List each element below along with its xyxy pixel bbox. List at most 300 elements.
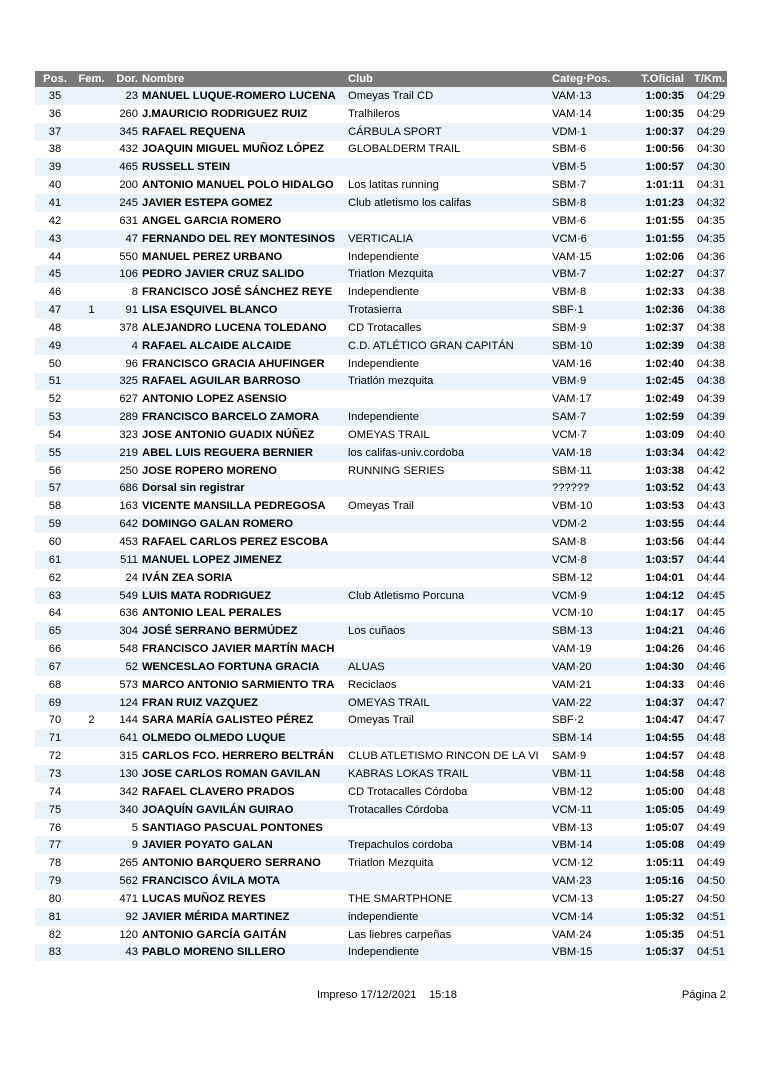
cell-name: LUIS MATA RODRIGUEZ — [140, 587, 346, 605]
cell-category: VDM·1 — [550, 123, 630, 141]
cell-name: ANGEL GARCIA ROMERO — [140, 212, 346, 230]
cell-club: independiente — [346, 908, 550, 926]
cell-category: VCM·8 — [550, 551, 630, 569]
cell-position: 40 — [35, 176, 75, 194]
table-row — [35, 141, 727, 159]
cell-position: 47 — [35, 301, 75, 319]
cell-bib: 631 — [108, 212, 140, 230]
cell-club: Omeyas Trail — [346, 497, 550, 515]
table-row — [35, 908, 727, 926]
cell-position: 60 — [35, 533, 75, 551]
results-table — [35, 71, 727, 961]
cell-female-position — [75, 604, 108, 622]
cell-category: VCM·14 — [550, 908, 630, 926]
cell-position: 72 — [35, 747, 75, 765]
cell-category: SAM·8 — [550, 533, 630, 551]
cell-name: JAVIER ESTEPA GOMEZ — [140, 194, 346, 212]
cell-female-position — [75, 926, 108, 944]
cell-name: DOMINGO GALAN ROMERO — [140, 515, 346, 533]
cell-position: 49 — [35, 337, 75, 355]
cell-official-time: 1:04:21 — [630, 622, 686, 640]
cell-pace: 04:31 — [686, 176, 727, 194]
cell-female-position — [75, 355, 108, 373]
cell-bib: 106 — [108, 265, 140, 283]
cell-club: VERTICALIA — [346, 230, 550, 248]
cell-bib: 550 — [108, 248, 140, 266]
table-row — [35, 640, 727, 658]
cell-bib: 43 — [108, 944, 140, 962]
cell-name: RAFAEL ALCAIDE ALCAIDE — [140, 337, 346, 355]
cell-female-position — [75, 944, 108, 962]
cell-category: VAM·15 — [550, 248, 630, 266]
cell-bib: 120 — [108, 926, 140, 944]
cell-bib: 323 — [108, 426, 140, 444]
cell-position: 65 — [35, 622, 75, 640]
table-row — [35, 676, 727, 694]
cell-pace: 04:43 — [686, 480, 727, 498]
cell-bib: 345 — [108, 123, 140, 141]
cell-female-position — [75, 265, 108, 283]
cell-club — [346, 819, 550, 837]
cell-name: ANTONIO LEAL PERALES — [140, 604, 346, 622]
cell-category: VCM·11 — [550, 801, 630, 819]
cell-female-position — [75, 515, 108, 533]
cell-official-time: 1:05:08 — [630, 836, 686, 854]
cell-bib: 23 — [108, 87, 140, 105]
cell-official-time: 1:00:35 — [630, 87, 686, 105]
cell-category: VAM·22 — [550, 694, 630, 712]
cell-name: ANTONIO BARQUERO SERRANO — [140, 854, 346, 872]
cell-position: 69 — [35, 694, 75, 712]
cell-category: VBM·9 — [550, 373, 630, 391]
cell-position: 68 — [35, 676, 75, 694]
cell-pace: 04:30 — [686, 141, 727, 159]
cell-official-time: 1:05:07 — [630, 819, 686, 837]
cell-pace: 04:49 — [686, 854, 727, 872]
cell-name: RAFAEL CLAVERO PRADOS — [140, 783, 346, 801]
cell-female-position — [75, 194, 108, 212]
cell-category: SBM·7 — [550, 176, 630, 194]
cell-name: JOAQUÍN GAVILÁN GUIRAO — [140, 801, 346, 819]
cell-pace: 04:50 — [686, 872, 727, 890]
cell-club — [346, 640, 550, 658]
cell-pace: 04:44 — [686, 533, 727, 551]
cell-position: 56 — [35, 462, 75, 480]
cell-bib: 642 — [108, 515, 140, 533]
cell-bib: 96 — [108, 355, 140, 373]
cell-pace: 04:35 — [686, 230, 727, 248]
cell-bib: 200 — [108, 176, 140, 194]
cell-position: 62 — [35, 569, 75, 587]
cell-club — [346, 515, 550, 533]
table-row — [35, 801, 727, 819]
table-row — [35, 551, 727, 569]
cell-bib: 24 — [108, 569, 140, 587]
cell-official-time: 1:04:26 — [630, 640, 686, 658]
cell-bib: 325 — [108, 373, 140, 391]
table-row — [35, 729, 727, 747]
cell-female-position — [75, 783, 108, 801]
cell-pace: 04:32 — [686, 194, 727, 212]
cell-bib: 315 — [108, 747, 140, 765]
cell-pace: 04:29 — [686, 87, 727, 105]
cell-club: Tralhileros — [346, 105, 550, 123]
cell-female-position — [75, 462, 108, 480]
cell-club: Los latitas running — [346, 176, 550, 194]
cell-official-time: 1:04:37 — [630, 694, 686, 712]
cell-position: 58 — [35, 497, 75, 515]
cell-club — [346, 604, 550, 622]
cell-bib: 378 — [108, 319, 140, 337]
cell-position: 73 — [35, 765, 75, 783]
cell-pace: 04:37 — [686, 265, 727, 283]
cell-club: RUNNING SERIES — [346, 462, 550, 480]
cell-name: IVÁN ZEA SORIA — [140, 569, 346, 587]
cell-official-time: 1:05:00 — [630, 783, 686, 801]
cell-bib: 47 — [108, 230, 140, 248]
cell-bib: 340 — [108, 801, 140, 819]
cell-bib: 92 — [108, 908, 140, 926]
cell-bib: 562 — [108, 872, 140, 890]
cell-position: 57 — [35, 480, 75, 498]
cell-category: VAM·20 — [550, 658, 630, 676]
table-row — [35, 355, 727, 373]
cell-female-position — [75, 283, 108, 301]
cell-name: VICENTE MANSILLA PEDREGOSA — [140, 497, 346, 515]
cell-club: CD Trotacalles — [346, 319, 550, 337]
cell-female-position — [75, 729, 108, 747]
cell-name: ABEL LUIS REGUERA BERNIER — [140, 444, 346, 462]
cell-official-time: 1:00:56 — [630, 141, 686, 159]
cell-female-position — [75, 551, 108, 569]
cell-pace: 04:38 — [686, 319, 727, 337]
cell-club: OMEYAS TRAIL — [346, 694, 550, 712]
cell-club: Triatlon Mezquita — [346, 265, 550, 283]
cell-position: 82 — [35, 926, 75, 944]
cell-category: VCM·12 — [550, 854, 630, 872]
cell-bib: 124 — [108, 694, 140, 712]
cell-position: 38 — [35, 141, 75, 159]
cell-official-time: 1:04:55 — [630, 729, 686, 747]
cell-female-position — [75, 158, 108, 176]
cell-club — [346, 729, 550, 747]
cell-female-position — [75, 569, 108, 587]
cell-position: 42 — [35, 212, 75, 230]
table-row — [35, 194, 727, 212]
cell-female-position — [75, 836, 108, 854]
cell-female-position: 1 — [75, 301, 108, 319]
cell-position: 63 — [35, 587, 75, 605]
cell-official-time: 1:04:01 — [630, 569, 686, 587]
cell-club: Independiente — [346, 944, 550, 962]
table-row — [35, 765, 727, 783]
cell-official-time: 1:03:57 — [630, 551, 686, 569]
table-row — [35, 265, 727, 283]
cell-pace: 04:38 — [686, 337, 727, 355]
cell-name: JAVIER MÉRIDA MARTINEZ — [140, 908, 346, 926]
cell-club: Los cuñaos — [346, 622, 550, 640]
cell-pace: 04:48 — [686, 765, 727, 783]
cell-female-position — [75, 890, 108, 908]
cell-pace: 04:51 — [686, 944, 727, 962]
cell-club — [346, 158, 550, 176]
header-category: Categ·Pos. — [550, 71, 630, 87]
cell-category: SBM·8 — [550, 194, 630, 212]
cell-position: 71 — [35, 729, 75, 747]
cell-category: VAM·13 — [550, 87, 630, 105]
cell-category: VCM·6 — [550, 230, 630, 248]
cell-female-position — [75, 676, 108, 694]
cell-pace: 04:50 — [686, 890, 727, 908]
cell-pace: 04:47 — [686, 694, 727, 712]
cell-name: JOSE ROPERO MORENO — [140, 462, 346, 480]
cell-club: Independiente — [346, 408, 550, 426]
cell-category: VCM·10 — [550, 604, 630, 622]
table-row — [35, 658, 727, 676]
cell-pace: 04:49 — [686, 819, 727, 837]
cell-pace: 04:38 — [686, 373, 727, 391]
cell-female-position — [75, 480, 108, 498]
cell-pace: 04:45 — [686, 604, 727, 622]
cell-category: VBM·13 — [550, 819, 630, 837]
header-club: Club — [346, 71, 550, 87]
cell-position: 37 — [35, 123, 75, 141]
cell-female-position — [75, 533, 108, 551]
table-row — [35, 712, 727, 730]
cell-official-time: 1:03:55 — [630, 515, 686, 533]
cell-female-position — [75, 801, 108, 819]
cell-official-time: 1:02:45 — [630, 373, 686, 391]
cell-pace: 04:39 — [686, 408, 727, 426]
table-row — [35, 872, 727, 890]
cell-pace: 04:49 — [686, 801, 727, 819]
cell-category: VBM·12 — [550, 783, 630, 801]
cell-name: RAFAEL AGUILAR BARROSO — [140, 373, 346, 391]
cell-position: 43 — [35, 230, 75, 248]
cell-name: RAFAEL REQUENA — [140, 123, 346, 141]
cell-female-position — [75, 622, 108, 640]
cell-official-time: 1:04:47 — [630, 712, 686, 730]
cell-name: MANUEL LUQUE-ROMERO LUCENA — [140, 87, 346, 105]
table-row — [35, 123, 727, 141]
cell-pace: 04:49 — [686, 836, 727, 854]
cell-position: 39 — [35, 158, 75, 176]
cell-position: 35 — [35, 87, 75, 105]
cell-bib: 686 — [108, 480, 140, 498]
cell-official-time: 1:05:32 — [630, 908, 686, 926]
cell-club — [346, 569, 550, 587]
cell-official-time: 1:04:30 — [630, 658, 686, 676]
cell-category: SBM·11 — [550, 462, 630, 480]
cell-pace: 04:42 — [686, 462, 727, 480]
cell-bib: 511 — [108, 551, 140, 569]
cell-name: LISA ESQUIVEL BLANCO — [140, 301, 346, 319]
cell-bib: 163 — [108, 497, 140, 515]
cell-name: PEDRO JAVIER CRUZ SALIDO — [140, 265, 346, 283]
cell-bib: 260 — [108, 105, 140, 123]
cell-bib: 549 — [108, 587, 140, 605]
cell-category: SBF·2 — [550, 712, 630, 730]
cell-club: C.D. ATLÉTICO GRAN CAPITÁN — [346, 337, 550, 355]
table-row — [35, 319, 727, 337]
cell-club: KABRAS LOKAS TRAIL — [346, 765, 550, 783]
cell-name: LUCAS MUÑOZ REYES — [140, 890, 346, 908]
table-row — [35, 426, 727, 444]
cell-bib: 627 — [108, 390, 140, 408]
cell-official-time: 1:01:23 — [630, 194, 686, 212]
cell-female-position — [75, 765, 108, 783]
cell-female-position — [75, 426, 108, 444]
cell-bib: 289 — [108, 408, 140, 426]
cell-female-position — [75, 640, 108, 658]
cell-official-time: 1:05:37 — [630, 944, 686, 962]
cell-category: VBM·11 — [550, 765, 630, 783]
cell-female-position — [75, 123, 108, 141]
cell-name: MANUEL PEREZ URBANO — [140, 248, 346, 266]
cell-position: 83 — [35, 944, 75, 962]
table-row — [35, 944, 727, 962]
cell-name: J.MAURICIO RODRIGUEZ RUIZ — [140, 105, 346, 123]
cell-official-time: 1:00:57 — [630, 158, 686, 176]
cell-bib: 245 — [108, 194, 140, 212]
table-row — [35, 622, 727, 640]
header-name: Nombre — [140, 71, 346, 87]
cell-official-time: 1:05:05 — [630, 801, 686, 819]
cell-official-time: 1:01:55 — [630, 212, 686, 230]
cell-female-position — [75, 105, 108, 123]
cell-pace: 04:51 — [686, 926, 727, 944]
cell-name: JOSE ANTONIO GUADIX NÚÑEZ — [140, 426, 346, 444]
cell-club: ALUAS — [346, 658, 550, 676]
table-row — [35, 337, 727, 355]
cell-official-time: 1:00:35 — [630, 105, 686, 123]
cell-name: FRANCISCO BARCELO ZAMORA — [140, 408, 346, 426]
cell-female-position — [75, 658, 108, 676]
cell-pace: 04:51 — [686, 908, 727, 926]
cell-official-time: 1:03:52 — [630, 480, 686, 498]
cell-club: CLUB ATLETISMO RINCON DE LA VI — [346, 747, 550, 765]
cell-bib: 4 — [108, 337, 140, 355]
cell-bib: 219 — [108, 444, 140, 462]
cell-pace: 04:38 — [686, 355, 727, 373]
header-pace: T/Km. — [686, 71, 727, 87]
header-row — [35, 71, 727, 87]
cell-pace: 04:46 — [686, 676, 727, 694]
table-row — [35, 604, 727, 622]
cell-name: FRANCISCO ÁVILA MOTA — [140, 872, 346, 890]
table-row — [35, 926, 727, 944]
header-dor: Dor. — [108, 71, 140, 87]
cell-position: 64 — [35, 604, 75, 622]
cell-official-time: 1:04:12 — [630, 587, 686, 605]
table-row — [35, 836, 727, 854]
cell-club: los califas-univ.cordoba — [346, 444, 550, 462]
cell-name: ANTONIO GARCÍA GAITÁN — [140, 926, 346, 944]
cell-official-time: 1:02:39 — [630, 337, 686, 355]
cell-female-position — [75, 872, 108, 890]
cell-category: VBM·14 — [550, 836, 630, 854]
cell-female-position — [75, 319, 108, 337]
cell-name: JOAQUIN MIGUEL MUÑOZ LÓPEZ — [140, 141, 346, 159]
cell-official-time: 1:04:33 — [630, 676, 686, 694]
cell-name: Dorsal sin registrar — [140, 480, 346, 498]
cell-position: 52 — [35, 390, 75, 408]
cell-club: GLOBALDERM TRAIL — [346, 141, 550, 159]
cell-name: CARLOS FCO. HERRERO BELTRÁN — [140, 747, 346, 765]
cell-name: JAVIER POYATO GALAN — [140, 836, 346, 854]
cell-position: 50 — [35, 355, 75, 373]
cell-female-position — [75, 587, 108, 605]
cell-official-time: 1:01:11 — [630, 176, 686, 194]
cell-pace: 04:30 — [686, 158, 727, 176]
cell-pace: 04:46 — [686, 658, 727, 676]
cell-category: VBM·8 — [550, 283, 630, 301]
cell-club: Independiente — [346, 283, 550, 301]
cell-female-position — [75, 747, 108, 765]
table-row — [35, 444, 727, 462]
cell-pace: 04:43 — [686, 497, 727, 515]
cell-pace: 04:46 — [686, 640, 727, 658]
cell-category: VAM·24 — [550, 926, 630, 944]
cell-official-time: 1:02:37 — [630, 319, 686, 337]
table-row — [35, 783, 727, 801]
cell-bib: 304 — [108, 622, 140, 640]
table-row — [35, 87, 727, 105]
cell-official-time: 1:05:27 — [630, 890, 686, 908]
cell-club — [346, 551, 550, 569]
cell-pace: 04:39 — [686, 390, 727, 408]
cell-name: FRANCISCO JOSÉ SÁNCHEZ REYE — [140, 283, 346, 301]
cell-female-position — [75, 373, 108, 391]
cell-club: CÁRBULA SPORT — [346, 123, 550, 141]
cell-position: 48 — [35, 319, 75, 337]
cell-female-position — [75, 444, 108, 462]
table-row — [35, 890, 727, 908]
cell-official-time: 1:02:06 — [630, 248, 686, 266]
page-number: Página 2 — [681, 989, 726, 1001]
table-row — [35, 480, 727, 498]
cell-pace: 04:46 — [686, 622, 727, 640]
cell-position: 77 — [35, 836, 75, 854]
cell-bib: 265 — [108, 854, 140, 872]
header-pos: Pos. — [35, 71, 75, 87]
cell-pace: 04:35 — [686, 212, 727, 230]
cell-bib: 91 — [108, 301, 140, 319]
cell-club — [346, 390, 550, 408]
cell-female-position — [75, 337, 108, 355]
cell-position: 66 — [35, 640, 75, 658]
cell-female-position — [75, 248, 108, 266]
cell-pace: 04:29 — [686, 105, 727, 123]
cell-name: ANTONIO LOPEZ ASENSIO — [140, 390, 346, 408]
cell-bib: 52 — [108, 658, 140, 676]
cell-pace: 04:44 — [686, 551, 727, 569]
cell-female-position — [75, 390, 108, 408]
cell-pace: 04:40 — [686, 426, 727, 444]
cell-female-position — [75, 908, 108, 926]
cell-bib: 342 — [108, 783, 140, 801]
table-row — [35, 854, 727, 872]
table-row — [35, 497, 727, 515]
cell-name: RAFAEL CARLOS PEREZ ESCOBA — [140, 533, 346, 551]
table-row — [35, 230, 727, 248]
cell-official-time: 1:05:35 — [630, 926, 686, 944]
cell-pace: 04:42 — [686, 444, 727, 462]
cell-club — [346, 480, 550, 498]
cell-name: MARCO ANTONIO SARMIENTO TRA — [140, 676, 346, 694]
cell-female-position — [75, 854, 108, 872]
cell-club: Omeyas Trail — [346, 712, 550, 730]
